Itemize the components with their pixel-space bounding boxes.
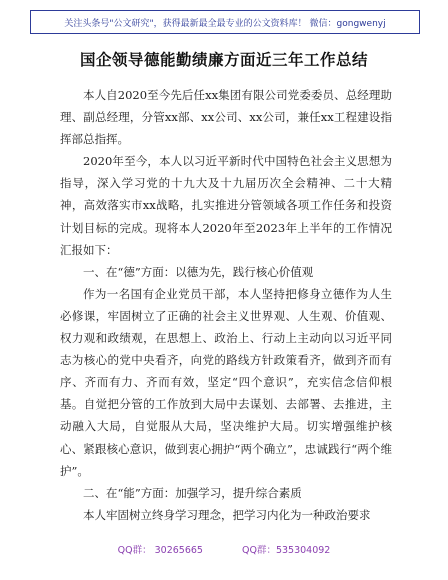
- paragraph-overview: 2020年至今，本人以习近平新时代中国特色社会主义思想为指导，深入学习党的十九大及十九届历次全会精神、二十大精神，高效落实市xx战略，扎实推进分管领域各项工作任务和投资计划目标的完成。现将本人2020年至2023年上半年的工作情况汇报如下：: [60, 154, 392, 257]
- paragraph-neng: 本人牢固树立终身学习理念，把学习内化为一种政治要求: [83, 507, 371, 522]
- footer: [0, 542, 448, 556]
- document-title: 国企领导德能勤绩廉方面近三年工作总结: [79, 51, 368, 69]
- paragraph-intro: 本人自2020至今先后任xx集团有限公司党委委员、总经理助理、副总经理，分管xx部、xx公司、xx公司，兼任xx工程建设指挥部总指挥。: [60, 88, 392, 147]
- header-banner: 关注头条号"公文研究"，获得最新最全最专业的公文资料库！ 微信：gongwenyj: [30, 10, 420, 34]
- section-heading-de: 一、在“德”方面：以德为先，践行核心价值观: [83, 264, 314, 279]
- document-body: [60, 84, 392, 526]
- section-heading-neng: 二、在“能”方面：加强学习，提升综合素质: [83, 485, 302, 500]
- footer-qq-group-2: QQ群：535304092: [242, 545, 331, 556]
- paragraph-de: 作为一名国有企业党员干部，本人坚持把修身立德作为人生必修课，牢固树立了正确的社会主义世界观、人生观、价值观、权力观和政绩观，在思想上、政治上、行动上主动向以习近平同志为核心的党中央看齐，向党的路线方针政策看齐，做到齐而有序、齐而有力、齐而有效，坚定“四个意识”，充实信念信仰根基。自觉把分管的工作放到大局中去谋划、去部署、去推进，主动融入大局，自觉服从大局，坚决维护大局。切实增强维护核心、紧跟核心意识，做到衷心拥护“两个确立”，忠诚践行“两个维护”。: [60, 286, 392, 478]
- footer-qq-group-1: QQ群： 30265665: [117, 545, 203, 556]
